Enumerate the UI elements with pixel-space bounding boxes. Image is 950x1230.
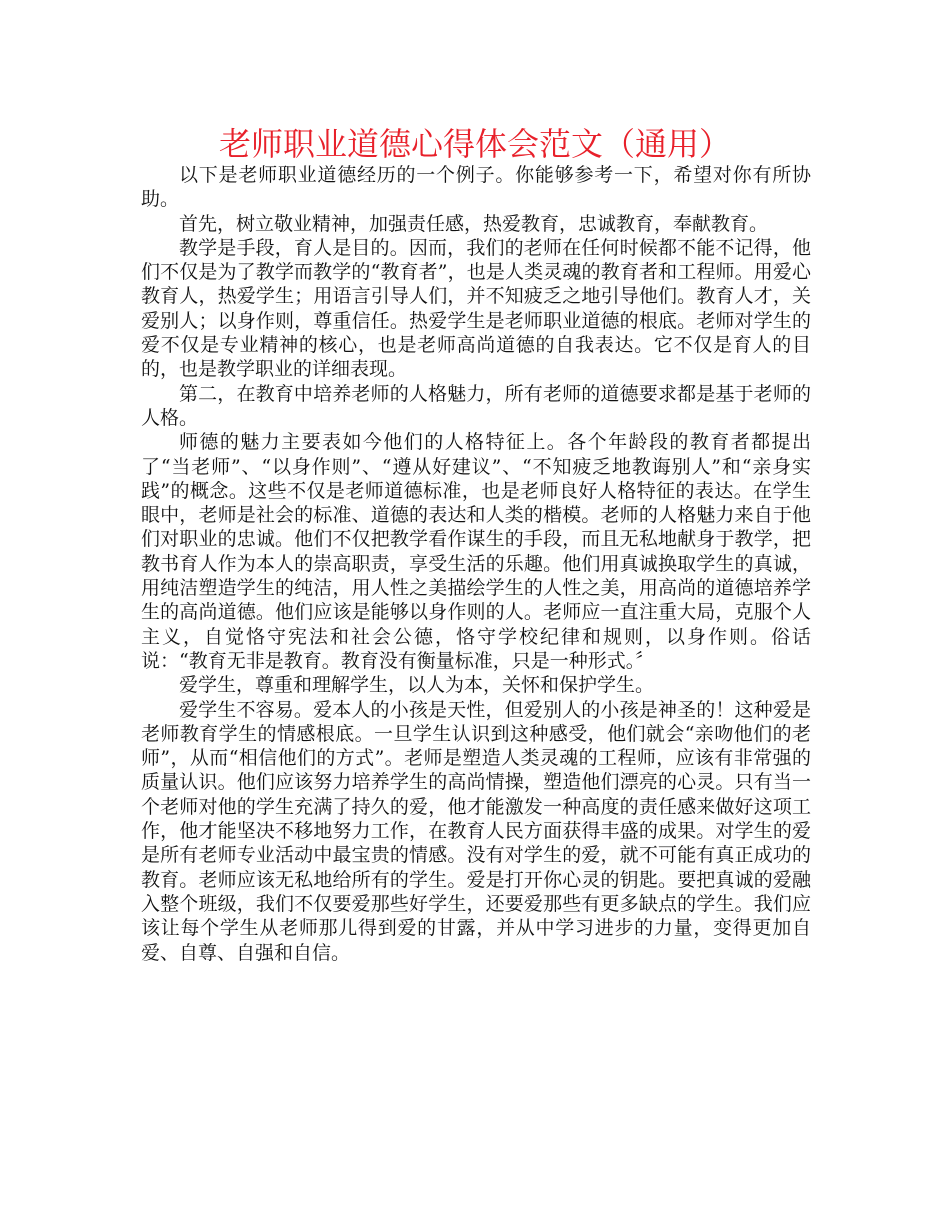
paragraph-intro: 以下是老师职业道德经历的一个例子。你能够参考一下，希望对你有所协助。 (141, 164, 811, 211)
paragraph-personality-charm: 师德的魅力主要表如今他们的人格特征上。各个年龄段的教育者都提出了“当老师”、“以身作则”、“遵从好建议”、“不知疲乏地教诲别人”和“亲身实践”的概念。这些不仅是老师道德标准，也是老师良好人格特征的表达。在学生眼中，老师是社会的标准、道德的表达和人类的楷模。老师的人格魅力来自于他们对职业的忠诚。他们不仅把教学看作谋生的手段，而且无私地献身于教学，把教书育人作为本人的崇高职责，享受生活的乐趣。他们用真诚换取学生的真诚，用纯洁塑造学生的纯洁，用人性之美描绘学生的人性之美，用高尚的道德培养学生的高尚道德。他们应该是能够以身作则的人。老师应一直注重大局，克服个人主义，自觉恪守宪法和社会公德，恪守学校纪律和规则，以身作则。俗话说：“教育无非是教育。教育没有衡量标准，只是一种形式。〞 (141, 431, 811, 672)
document-body (141, 163, 811, 965)
paragraph-second-point: 第二，在教育中培养老师的人格魅力，所有老师的道德要求都是基于老师的人格。 (141, 382, 811, 429)
paragraph-love-students: 爱学生，尊重和理解学生，以人为本，关怀和保护学生。 (179, 674, 655, 697)
paragraph-first-point: 首先，树立敬业精神，加强责任感，热爱教育，忠诚教育，奉献教育。 (179, 212, 769, 235)
document-title: 老师职业道德心得体会范文（通用） (218, 125, 731, 163)
paragraph-teaching-purpose: 教学是手段，育人是目的。因而，我们的老师在任何时候都不能不记得，他们不仅是为了教学而教学的“教育者”，也是人类灵魂的教育者和工程师。用爱心教育人，热爱学生；用语言引导人们，并不知疲乏之地引导他们。教育人才，关爱别人；以身作则，尊重信任。热爱学生是老师职业道德的根底。老师对学生的爱不仅是专业精神的核心，也是老师高尚道德的自我表达。它不仅是育人的目的，也是教学职业的详细表现。 (141, 236, 811, 381)
paragraph-love-not-easy: 爱学生不容易。爱本人的小孩是天性，但爱别人的小孩是神圣的！这种爱是老师教育学生的情感根底。一旦学生认识到这种感受，他们就会“亲吻他们的老师”，从而“相信他们的方式”。老师是塑造人类灵魂的工程师，应该有非常强的质量认识。他们应该努力培养学生的高尚情操，塑造他们漂亮的心灵。只有当一个老师对他的学生充满了持久的爱，他才能激发一种高度的责任感来做好这项工作，他才能坚决不移地努力工作，在教育人民方面获得丰盛的成果。对学生的爱是所有老师专业活动中最宝贵的情感。没有对学生的爱，就不可能有真正成功的教育。老师应该无私地给所有的学生。爱是打开你心灵的钥匙。要把真诚的爱融入整个班级，我们不仅要爱那些好学生，还要爱那些有更多缺点的学生。我们应该让每个学生从老师那儿得到爱的甘露，并从中学习进步的力量，变得更加自爱、自尊、自强和自信。 (141, 698, 811, 964)
